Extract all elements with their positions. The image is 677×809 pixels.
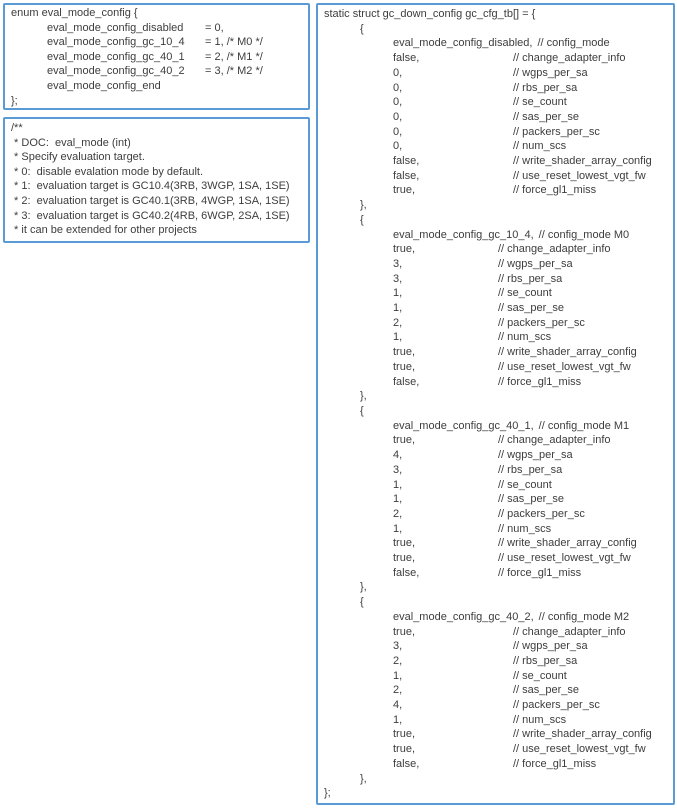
field-comment: // change_adapter_info bbox=[513, 52, 626, 65]
entry-field-line bbox=[324, 345, 667, 360]
field-comment: // force_gl1_miss bbox=[498, 566, 582, 579]
enum-member-name: eval_mode_config_disabled bbox=[47, 21, 184, 34]
entry-field-line bbox=[324, 507, 667, 522]
entry-field-line bbox=[324, 448, 667, 463]
field-value: 4, bbox=[393, 449, 403, 462]
entry-head-comment: // config_mode bbox=[537, 37, 610, 50]
entry-head-comment: // config_mode M0 bbox=[538, 228, 630, 241]
entry-field-line bbox=[324, 66, 667, 81]
field-value: true, bbox=[393, 346, 416, 359]
field-value: 2, bbox=[393, 507, 403, 520]
field-comment: // rbs_per_sa bbox=[513, 81, 578, 94]
field-value: 3, bbox=[393, 272, 403, 285]
entry-field-line bbox=[324, 492, 667, 507]
field-value: true, bbox=[393, 552, 416, 565]
entry-field-line bbox=[324, 110, 667, 125]
field-value: 2, bbox=[393, 316, 403, 329]
entry-close-brace: }, bbox=[360, 772, 367, 785]
field-comment: // force_gl1_miss bbox=[513, 184, 597, 197]
entry-field-line bbox=[324, 360, 667, 375]
field-comment: // sas_per_se bbox=[498, 493, 565, 506]
field-comment: // rbs_per_sa bbox=[498, 272, 563, 285]
entry-field-line bbox=[324, 536, 667, 551]
field-comment: // num_scs bbox=[513, 140, 567, 153]
field-comment: // se_count bbox=[498, 478, 552, 491]
entry-field-line bbox=[324, 286, 667, 301]
entry-field-line bbox=[324, 125, 667, 140]
field-value: 2, bbox=[393, 654, 403, 667]
field-value: true, bbox=[393, 743, 416, 756]
field-comment: // write_shader_array_config bbox=[498, 346, 637, 359]
field-comment: // se_count bbox=[513, 96, 567, 109]
field-comment: // wgps_per_sa bbox=[498, 257, 573, 270]
field-value: true, bbox=[393, 434, 416, 447]
field-comment: // wgps_per_sa bbox=[498, 449, 573, 462]
entry-field-line bbox=[324, 433, 667, 448]
entry-head-code: eval_mode_config_gc_40_2, bbox=[393, 610, 534, 623]
field-value: 1, bbox=[393, 287, 403, 300]
field-value: true, bbox=[393, 360, 416, 373]
entry-field-line bbox=[324, 566, 667, 581]
entry-field-line bbox=[324, 51, 667, 66]
field-comment: // change_adapter_info bbox=[513, 625, 626, 638]
doc-comment-line: * 2: evaluation target is GC40.1(3RB, 4WGP, 1SA, 1SE) bbox=[11, 194, 290, 207]
entry-open-brace: { bbox=[360, 22, 364, 35]
entry-head-code: eval_mode_config_gc_40_1, bbox=[393, 419, 534, 432]
field-value: 0, bbox=[393, 110, 403, 123]
entry-field-line bbox=[324, 551, 667, 566]
enum-member-value: = 3, /* M2 */ bbox=[205, 65, 263, 78]
field-comment: // use_reset_lowest_vgt_fw bbox=[513, 743, 646, 756]
enum-member-line bbox=[11, 50, 302, 65]
enum-member-value: = 0, bbox=[205, 21, 224, 34]
field-comment: // write_shader_array_config bbox=[513, 155, 652, 168]
field-comment: // se_count bbox=[513, 669, 567, 682]
field-value: true, bbox=[393, 537, 416, 550]
enum-close-line: }; bbox=[11, 94, 18, 107]
field-comment: // packers_per_sc bbox=[513, 125, 600, 138]
entry-field-line bbox=[324, 316, 667, 331]
entry-head-code: eval_mode_config_disabled, bbox=[393, 37, 533, 50]
struct-code-panel bbox=[316, 3, 675, 805]
doc-comment-panel bbox=[3, 117, 310, 243]
field-comment: // packers_per_sc bbox=[498, 316, 585, 329]
field-value: false, bbox=[393, 52, 420, 65]
doc-comment-line: * 3: evaluation target is GC40.2(4RB, 6WGP, 2SA, 1SE) bbox=[11, 209, 290, 222]
field-value: 1, bbox=[393, 302, 403, 315]
enum-member-line bbox=[11, 64, 302, 79]
doc-comment-line: * 0: disable evalation mode by default. bbox=[11, 165, 204, 178]
field-value: 1, bbox=[393, 478, 403, 491]
enum-member-line bbox=[11, 35, 302, 50]
entry-close-brace: }, bbox=[360, 581, 367, 594]
entry-field-line bbox=[324, 639, 667, 654]
field-comment: // sas_per_se bbox=[513, 110, 580, 123]
field-comment: // se_count bbox=[498, 287, 552, 300]
entry-field-line bbox=[324, 272, 667, 287]
field-value: 3, bbox=[393, 257, 403, 270]
field-comment: // write_shader_array_config bbox=[513, 728, 652, 741]
field-value: true, bbox=[393, 728, 416, 741]
field-value: false, bbox=[393, 155, 420, 168]
entry-close-brace: }, bbox=[360, 199, 367, 212]
struct-open-line: static struct gc_down_config gc_cfg_tb[] = { bbox=[324, 8, 536, 20]
field-value: 1, bbox=[393, 713, 403, 726]
field-comment: // num_scs bbox=[498, 522, 552, 535]
field-value: 3, bbox=[393, 640, 403, 653]
enum-member-line bbox=[11, 21, 302, 36]
enum-open-line: enum eval_mode_config { bbox=[11, 7, 138, 19]
entry-field-line bbox=[324, 683, 667, 698]
field-comment: // packers_per_sc bbox=[513, 699, 600, 712]
entry-field-line bbox=[324, 742, 667, 757]
field-value: 0, bbox=[393, 66, 403, 79]
entry-field-line bbox=[324, 669, 667, 684]
field-value: 4, bbox=[393, 699, 403, 712]
entry-head-code: eval_mode_config_gc_10_4, bbox=[393, 228, 534, 241]
field-value: 0, bbox=[393, 81, 403, 94]
doc-comment-line: /** bbox=[11, 122, 23, 134]
doc-comment-line: * DOC: eval_mode (int) bbox=[11, 136, 131, 149]
entry-field-line bbox=[324, 81, 667, 96]
entry-field-line bbox=[324, 757, 667, 772]
field-value: false, bbox=[393, 169, 420, 182]
field-value: 1, bbox=[393, 522, 403, 535]
field-comment: // use_reset_lowest_vgt_fw bbox=[498, 360, 631, 373]
entry-field-line bbox=[324, 139, 667, 154]
field-value: 0, bbox=[393, 140, 403, 153]
entry-head-line bbox=[324, 610, 667, 625]
field-comment: // force_gl1_miss bbox=[498, 375, 582, 388]
entry-field-line bbox=[324, 478, 667, 493]
doc-comment-line: * 1: evaluation target is GC10.4(3RB, 3WGP, 1SA, 1SE) bbox=[11, 180, 290, 193]
field-value: true, bbox=[393, 184, 416, 197]
entry-head-line bbox=[324, 36, 667, 51]
field-value: 1, bbox=[393, 331, 403, 344]
field-value: 1, bbox=[393, 669, 403, 682]
entry-field-line bbox=[324, 654, 667, 669]
field-value: true, bbox=[393, 625, 416, 638]
field-comment: // num_scs bbox=[513, 713, 567, 726]
field-value: false, bbox=[393, 566, 420, 579]
field-comment: // sas_per_se bbox=[513, 684, 580, 697]
entry-head-comment: // config_mode M1 bbox=[538, 419, 630, 432]
enum-member-name: eval_mode_config_end bbox=[47, 79, 161, 92]
field-comment: // rbs_per_sa bbox=[513, 654, 578, 667]
entry-field-line bbox=[324, 242, 667, 257]
entry-field-line bbox=[324, 522, 667, 537]
field-comment: // num_scs bbox=[498, 331, 552, 344]
enum-member-name: eval_mode_config_gc_10_4 bbox=[47, 36, 185, 49]
enum-member-value: = 1, /* M0 */ bbox=[205, 36, 263, 49]
field-value: 3, bbox=[393, 463, 403, 476]
entry-head-comment: // config_mode M2 bbox=[538, 610, 630, 623]
enum-member-line bbox=[11, 79, 302, 94]
entry-field-line bbox=[324, 713, 667, 728]
entry-open-brace: { bbox=[360, 404, 364, 417]
doc-comment-line: * Specify evaluation target. bbox=[11, 151, 145, 164]
entry-field-line bbox=[324, 727, 667, 742]
field-value: false, bbox=[393, 757, 420, 770]
enum-code-panel bbox=[3, 3, 310, 110]
field-comment: // sas_per_se bbox=[498, 302, 565, 315]
entry-field-line bbox=[324, 154, 667, 169]
doc-lines bbox=[11, 121, 302, 238]
entry-head-line bbox=[324, 419, 667, 434]
field-value: 0, bbox=[393, 96, 403, 109]
field-value: true, bbox=[393, 243, 416, 256]
entry-field-line bbox=[324, 375, 667, 390]
entry-open-brace: { bbox=[360, 213, 364, 226]
field-comment: // change_adapter_info bbox=[498, 243, 611, 256]
enum-member-name: eval_mode_config_gc_40_1 bbox=[47, 50, 185, 63]
entry-open-brace: { bbox=[360, 596, 364, 609]
field-value: 1, bbox=[393, 493, 403, 506]
field-comment: // write_shader_array_config bbox=[498, 537, 637, 550]
field-value: false, bbox=[393, 375, 420, 388]
entry-field-line bbox=[324, 95, 667, 110]
entry-field-line bbox=[324, 257, 667, 272]
field-comment: // wgps_per_sa bbox=[513, 66, 588, 79]
entry-field-line bbox=[324, 698, 667, 713]
enum-member-value: = 2, /* M1 */ bbox=[205, 50, 263, 63]
doc-comment-line: * it can be extended for other projects bbox=[11, 224, 197, 237]
entry-field-line bbox=[324, 301, 667, 316]
field-comment: // packers_per_sc bbox=[498, 507, 585, 520]
field-comment: // force_gl1_miss bbox=[513, 757, 597, 770]
entry-head-line bbox=[324, 228, 667, 243]
field-value: 2, bbox=[393, 684, 403, 697]
field-comment: // use_reset_lowest_vgt_fw bbox=[498, 552, 631, 565]
entry-field-line bbox=[324, 183, 667, 198]
entry-field-line bbox=[324, 625, 667, 640]
entry-field-line bbox=[324, 330, 667, 345]
entry-field-line bbox=[324, 463, 667, 478]
entry-field-line bbox=[324, 169, 667, 184]
field-comment: // rbs_per_sa bbox=[498, 463, 563, 476]
field-value: 0, bbox=[393, 125, 403, 138]
field-comment: // change_adapter_info bbox=[498, 434, 611, 447]
field-comment: // wgps_per_sa bbox=[513, 640, 588, 653]
enum-members bbox=[11, 21, 302, 94]
entry-close-brace: }, bbox=[360, 390, 367, 403]
enum-member-name: eval_mode_config_gc_40_2 bbox=[47, 65, 185, 78]
struct-entries bbox=[324, 22, 667, 787]
field-comment: // use_reset_lowest_vgt_fw bbox=[513, 169, 646, 182]
struct-close-line: }; bbox=[324, 787, 331, 800]
